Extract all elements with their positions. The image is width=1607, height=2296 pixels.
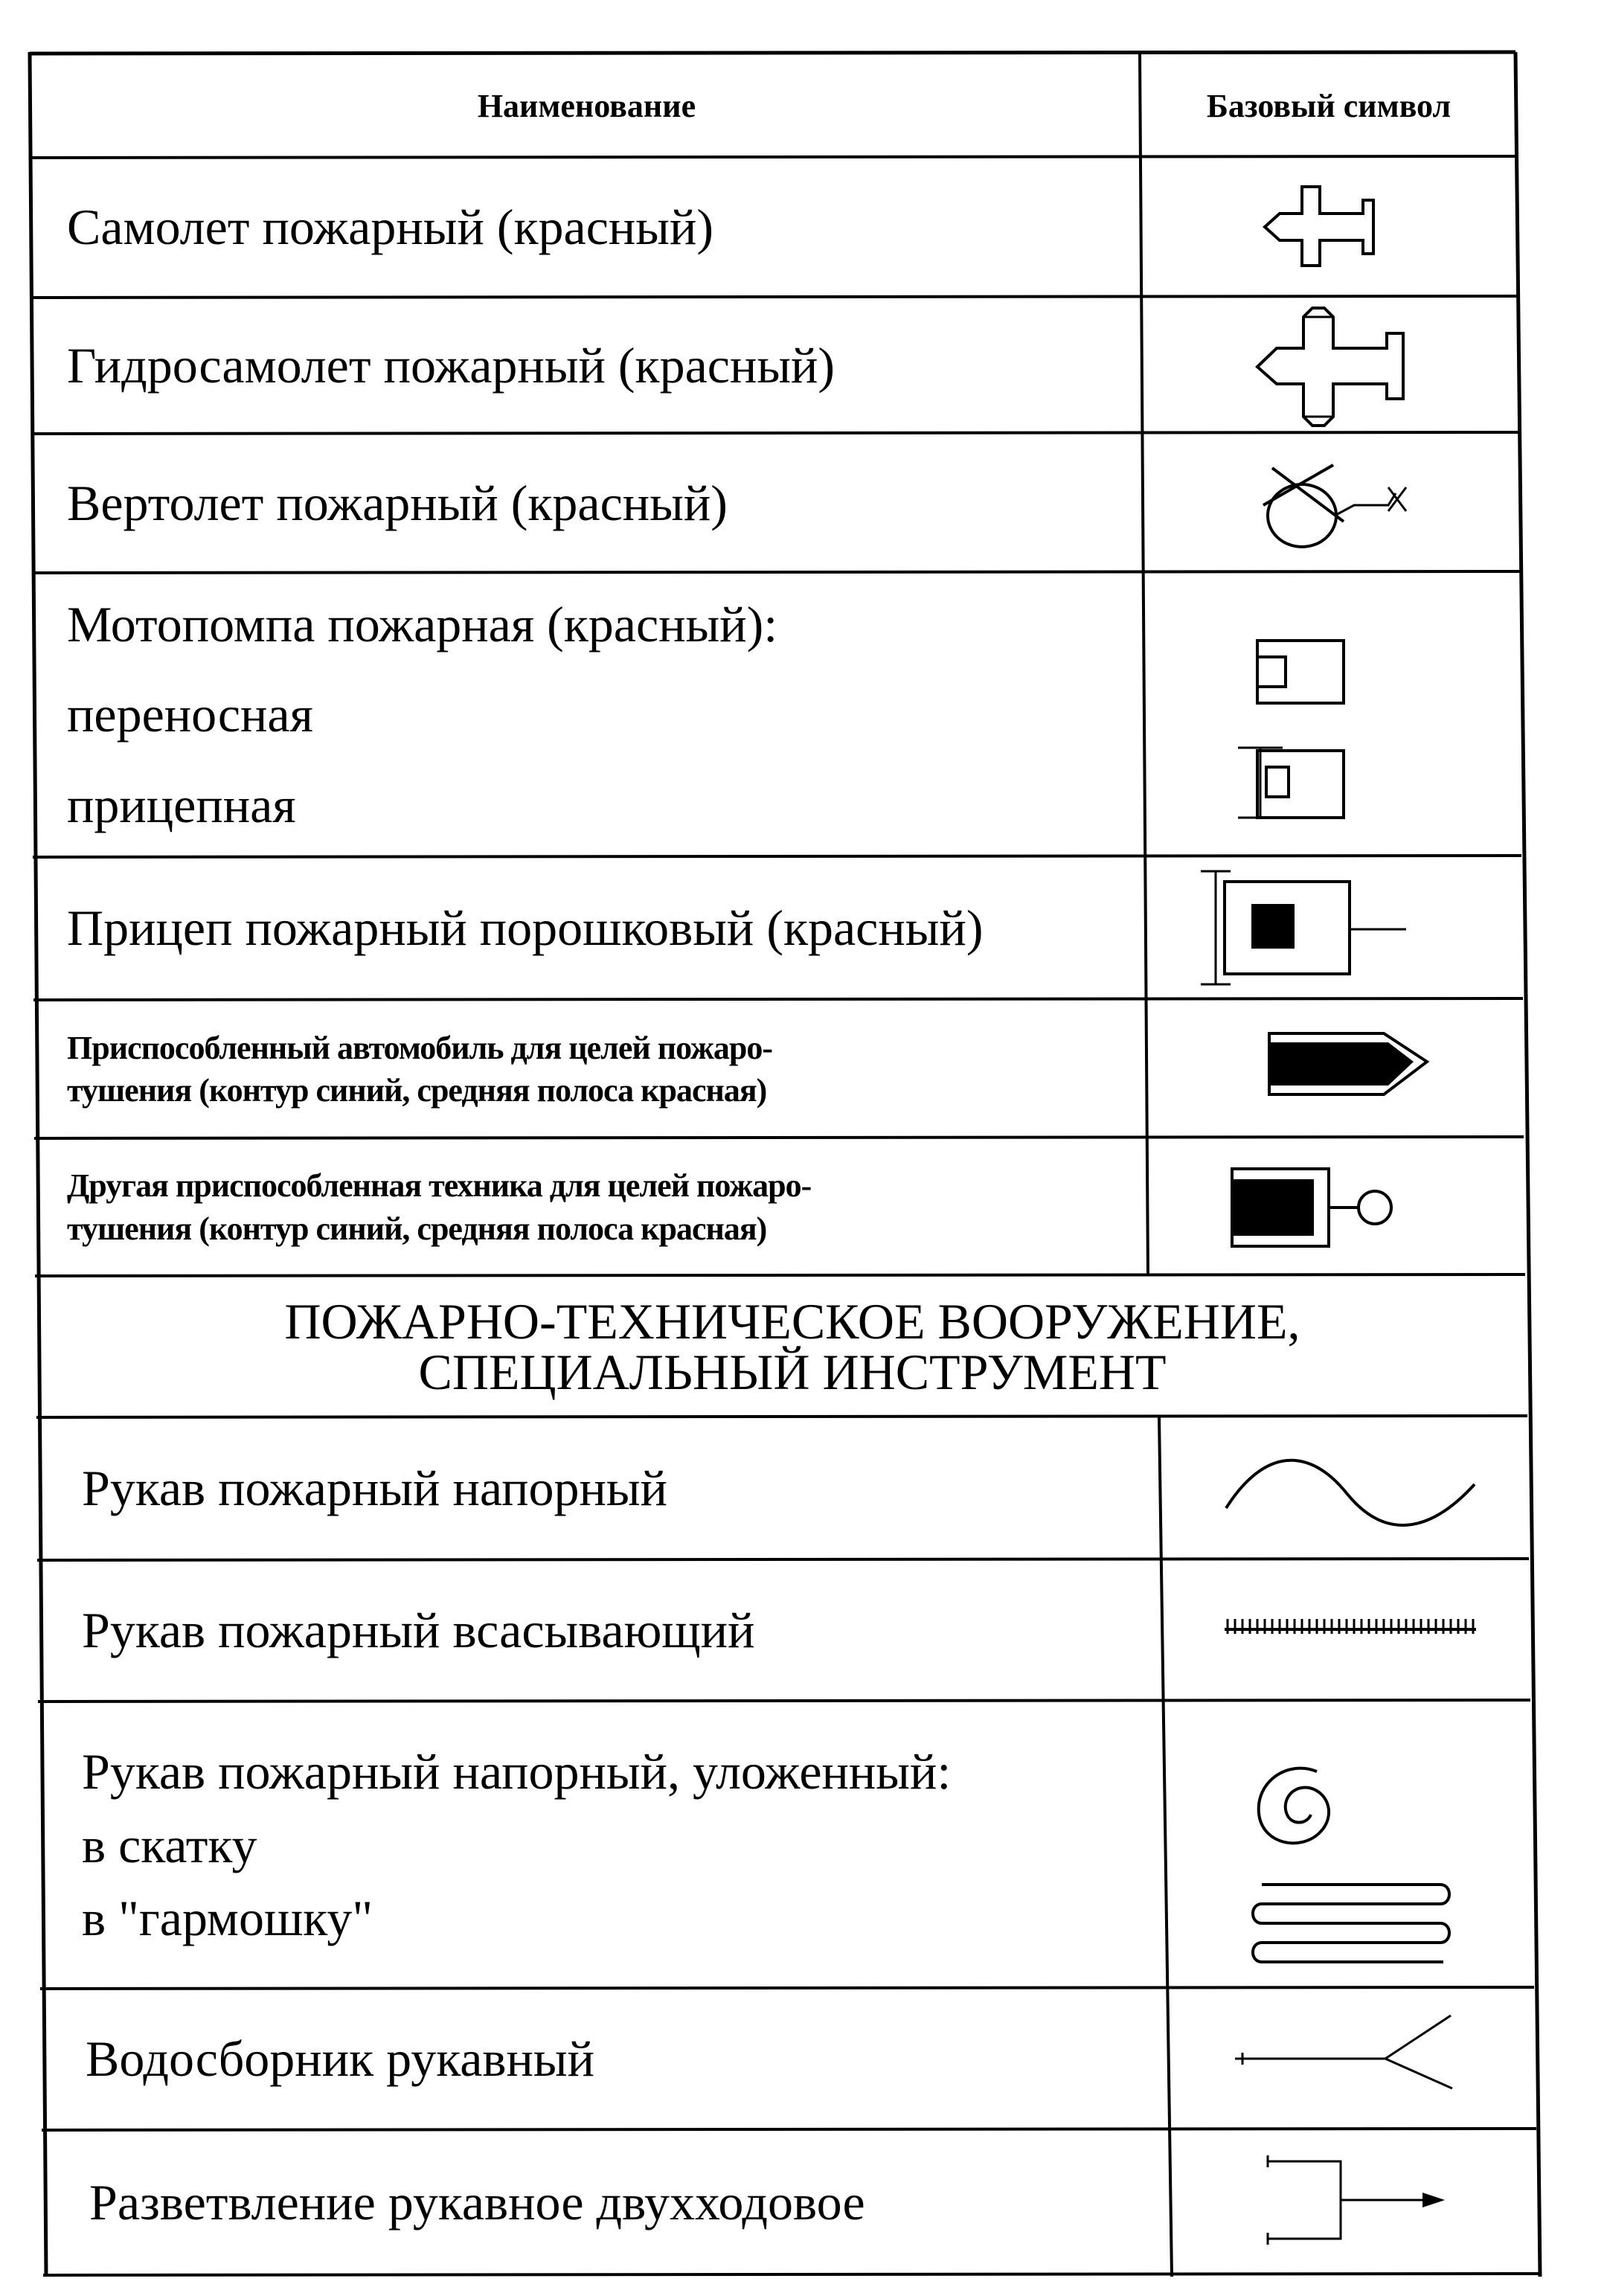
row-label: Рукав пожарный напорный — [82, 1460, 667, 1517]
table-row-name — [82, 1702, 1153, 1989]
helicopter-icon — [1250, 458, 1421, 558]
table-row-name — [67, 434, 1138, 573]
row-label-line2: тушения (контур синий, средняя полоса красная) — [67, 1210, 767, 1247]
table-row-name — [67, 1138, 1138, 1276]
row-label-line1: Другая приспособленная техника для целей пожаро- — [67, 1167, 812, 1205]
row-label: Вертолет пожарный (красный) — [67, 474, 728, 531]
table-row-name — [82, 1417, 1153, 1560]
table-row-name — [82, 1560, 1153, 1702]
pressure-hose-icon — [1220, 1447, 1481, 1548]
section-heading-line2: СПЕЦИАЛЬНЫЙ ИНСТРУМЕНТ — [418, 1344, 1167, 1400]
table-row-name — [67, 857, 1138, 1000]
row-label: Рукав пожарный напорный, уложенный: — [82, 1743, 952, 1800]
hose-collector-icon — [1228, 2005, 1473, 2098]
motor-pump-icon — [1228, 636, 1347, 826]
table-row-name — [67, 298, 1138, 434]
row-sublabel-roll: в скатку — [82, 1816, 257, 1873]
row-sublabel-portable: переносная — [67, 686, 313, 743]
column-header-name: Наименование — [477, 88, 696, 124]
row-label: Рукав пожарный всасывающий — [82, 1602, 755, 1659]
table-row-name — [67, 573, 1138, 857]
row-sublabel-trailed: прицепная — [67, 776, 296, 833]
other-equipment-icon — [1228, 1164, 1406, 1257]
row-sublabel-accordion: в "гармошку" — [82, 1890, 373, 1947]
row-label: Разветвление рукавное двухходовое — [89, 2173, 865, 2231]
table-row-name — [86, 1989, 1157, 2130]
adapted-vehicle-icon — [1265, 1023, 1436, 1109]
row-label-line2: тушения (контур синий, средняя полоса красная) — [67, 1072, 767, 1109]
airplane-icon — [1257, 182, 1391, 275]
row-label: Самолет пожарный (красный) — [67, 199, 713, 256]
column-header-symbol: Базовый символ — [1206, 88, 1452, 124]
row-label: Мотопомпа пожарная (красный): — [67, 596, 778, 653]
laid-hose-icon — [1220, 1752, 1466, 1979]
table-row-name — [89, 2130, 1161, 2275]
table-row-name — [67, 158, 1138, 298]
powder-trailer-icon — [1190, 867, 1414, 993]
row-label: Водосборник рукавный — [86, 2030, 594, 2088]
row-label: Прицеп пожарный порошковый (красный) — [67, 900, 984, 957]
seaplane-icon — [1250, 304, 1421, 434]
suction-hose-icon — [1220, 1612, 1481, 1645]
row-label-line1: Приспособленный автомобиль для целей пожаро- — [67, 1029, 773, 1066]
two-way-branch-icon — [1257, 2146, 1458, 2254]
section-heading-line1: ПОЖАРНО-ТЕХНИЧЕСКОЕ ВООРУЖЕНИЕ, — [284, 1293, 1300, 1350]
section-heading — [45, 1276, 1540, 1417]
row-label: Гидросамолет пожарный (красный) — [67, 336, 835, 394]
table-row-name — [67, 1000, 1138, 1138]
